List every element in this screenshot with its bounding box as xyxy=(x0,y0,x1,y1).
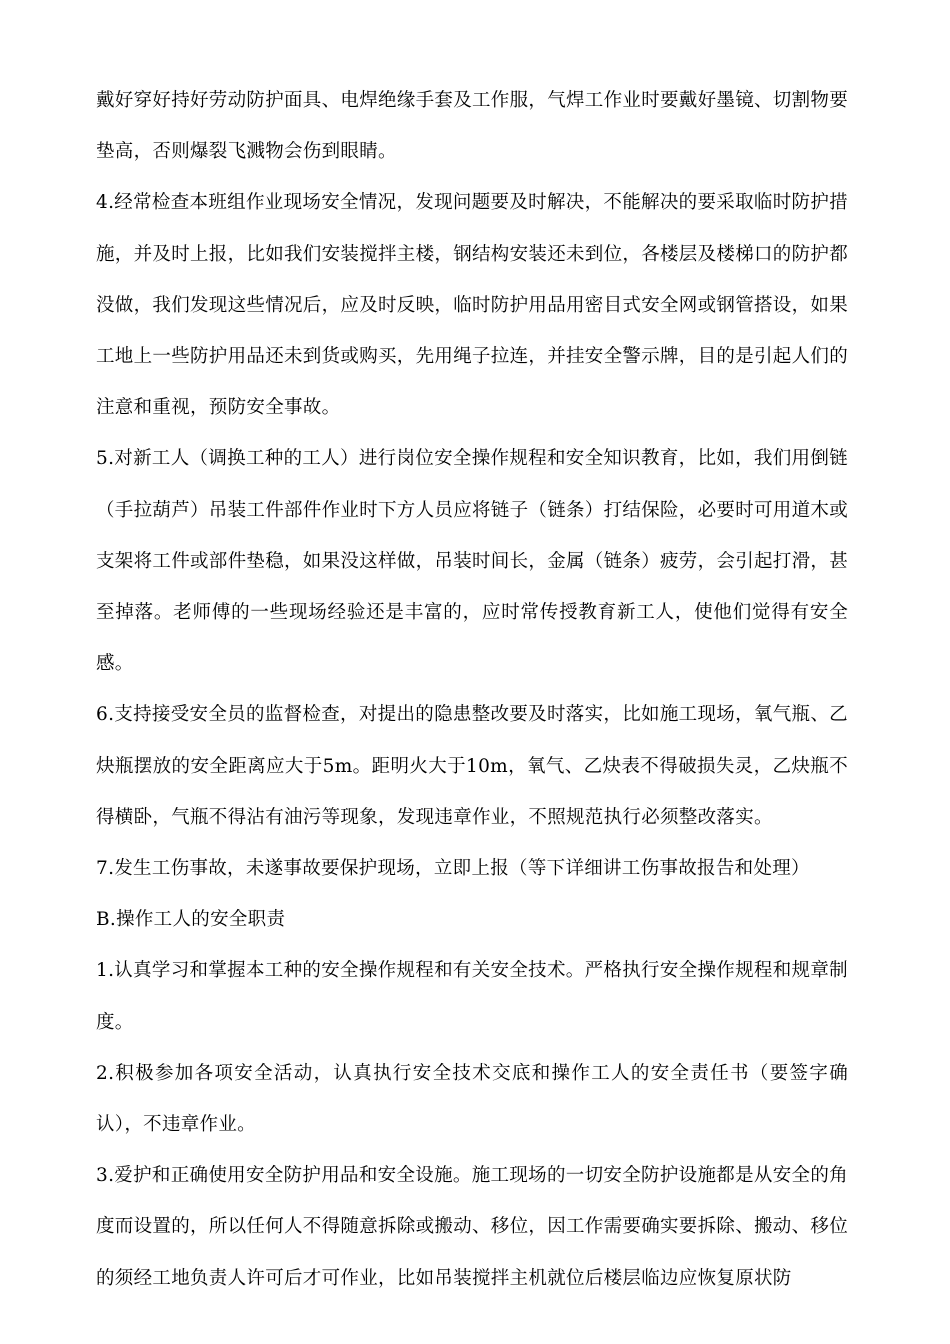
paragraph-continuation: 戴好穿好持好劳动防护面具、电焊绝缘手套及工作服，气焊工作业时要戴好墨镜、切割物要垫高，否则爆裂飞溅物会伤到眼睛。 xyxy=(96,90,849,163)
paragraph-b-item-2: 2.积极参加各项安全活动，认真执行安全技术交底和操作工人的安全责任书（要签字确认），不违章作业。 xyxy=(96,1062,848,1136)
paragraph-b-item-1: 1.认真学习和掌握本工种的安全操作规程和有关安全技术。严格执行安全操作规程和规章制度。 xyxy=(96,960,848,1033)
paragraph-b-item-3: 3.爱护和正确使用安全防护用品和安全设施。施工现场的一切安全防护设施都是从安全的角度而设置的，所以任何人不得随意拆除或搬动、移位，因工作需要确实要拆除、搬动、移位的须经工地负责人许可后才可作业，比如吊装搅拌主机就位后楼层临边应恢复原状防 xyxy=(96,1165,849,1289)
section-heading-b: B.操作工人的安全职责 xyxy=(96,909,286,931)
paragraph-item-4: 4.经常检查本班组作业现场安全情况，发现问题要及时解决，不能解决的要采取临时防护措施，并及时上报，比如我们安装搅拌主楼，钢结构安装还未到位，各楼层及楼梯口的防护都没做，我们发现这些情况后，应及时反映，临时防护用品用密目式安全网或钢管搭设，如果工地上一些防护用品还未到货或购买，先用绳子拉连，并挂安全警示牌，目的是引起人们的注意和重视，预防安全事故。 xyxy=(96,192,849,419)
paragraph-item-5: 5.对新工人（调换工种的工人）进行岗位安全操作规程和安全知识教育，比如，我们用倒链（手拉葫芦）吊装工件部件作业时下方人员应将链子（链条）打结保险，必要时可用道木或支架将工件或部件垫稳，如果没这样做，吊装时间长，金属（链条）疲劳，会引起打滑，甚至掉落。老师傅的一些现场经验还是丰富的，应时常传授教育新工人，使他们觉得有安全感。 xyxy=(96,448,849,675)
paragraph-item-6: 6.支持接受安全员的监督检查，对提出的隐患整改要及时落实，比如施工现场，氧气瓶、乙炔瓶摆放的安全距离应大于5m。距明火大于10m，氧气、乙炔表不得破损失灵，乙炔瓶不得横卧，气瓶不得沾有油污等现象，发现违章作业，不照规范执行必须整改落实。 xyxy=(96,704,848,828)
document-page xyxy=(96,75,848,1304)
paragraph-item-7: 7.发生工伤事故，未遂事故要保护现场，立即上报（等下详细讲工伤事故报告和处理） xyxy=(96,858,810,880)
